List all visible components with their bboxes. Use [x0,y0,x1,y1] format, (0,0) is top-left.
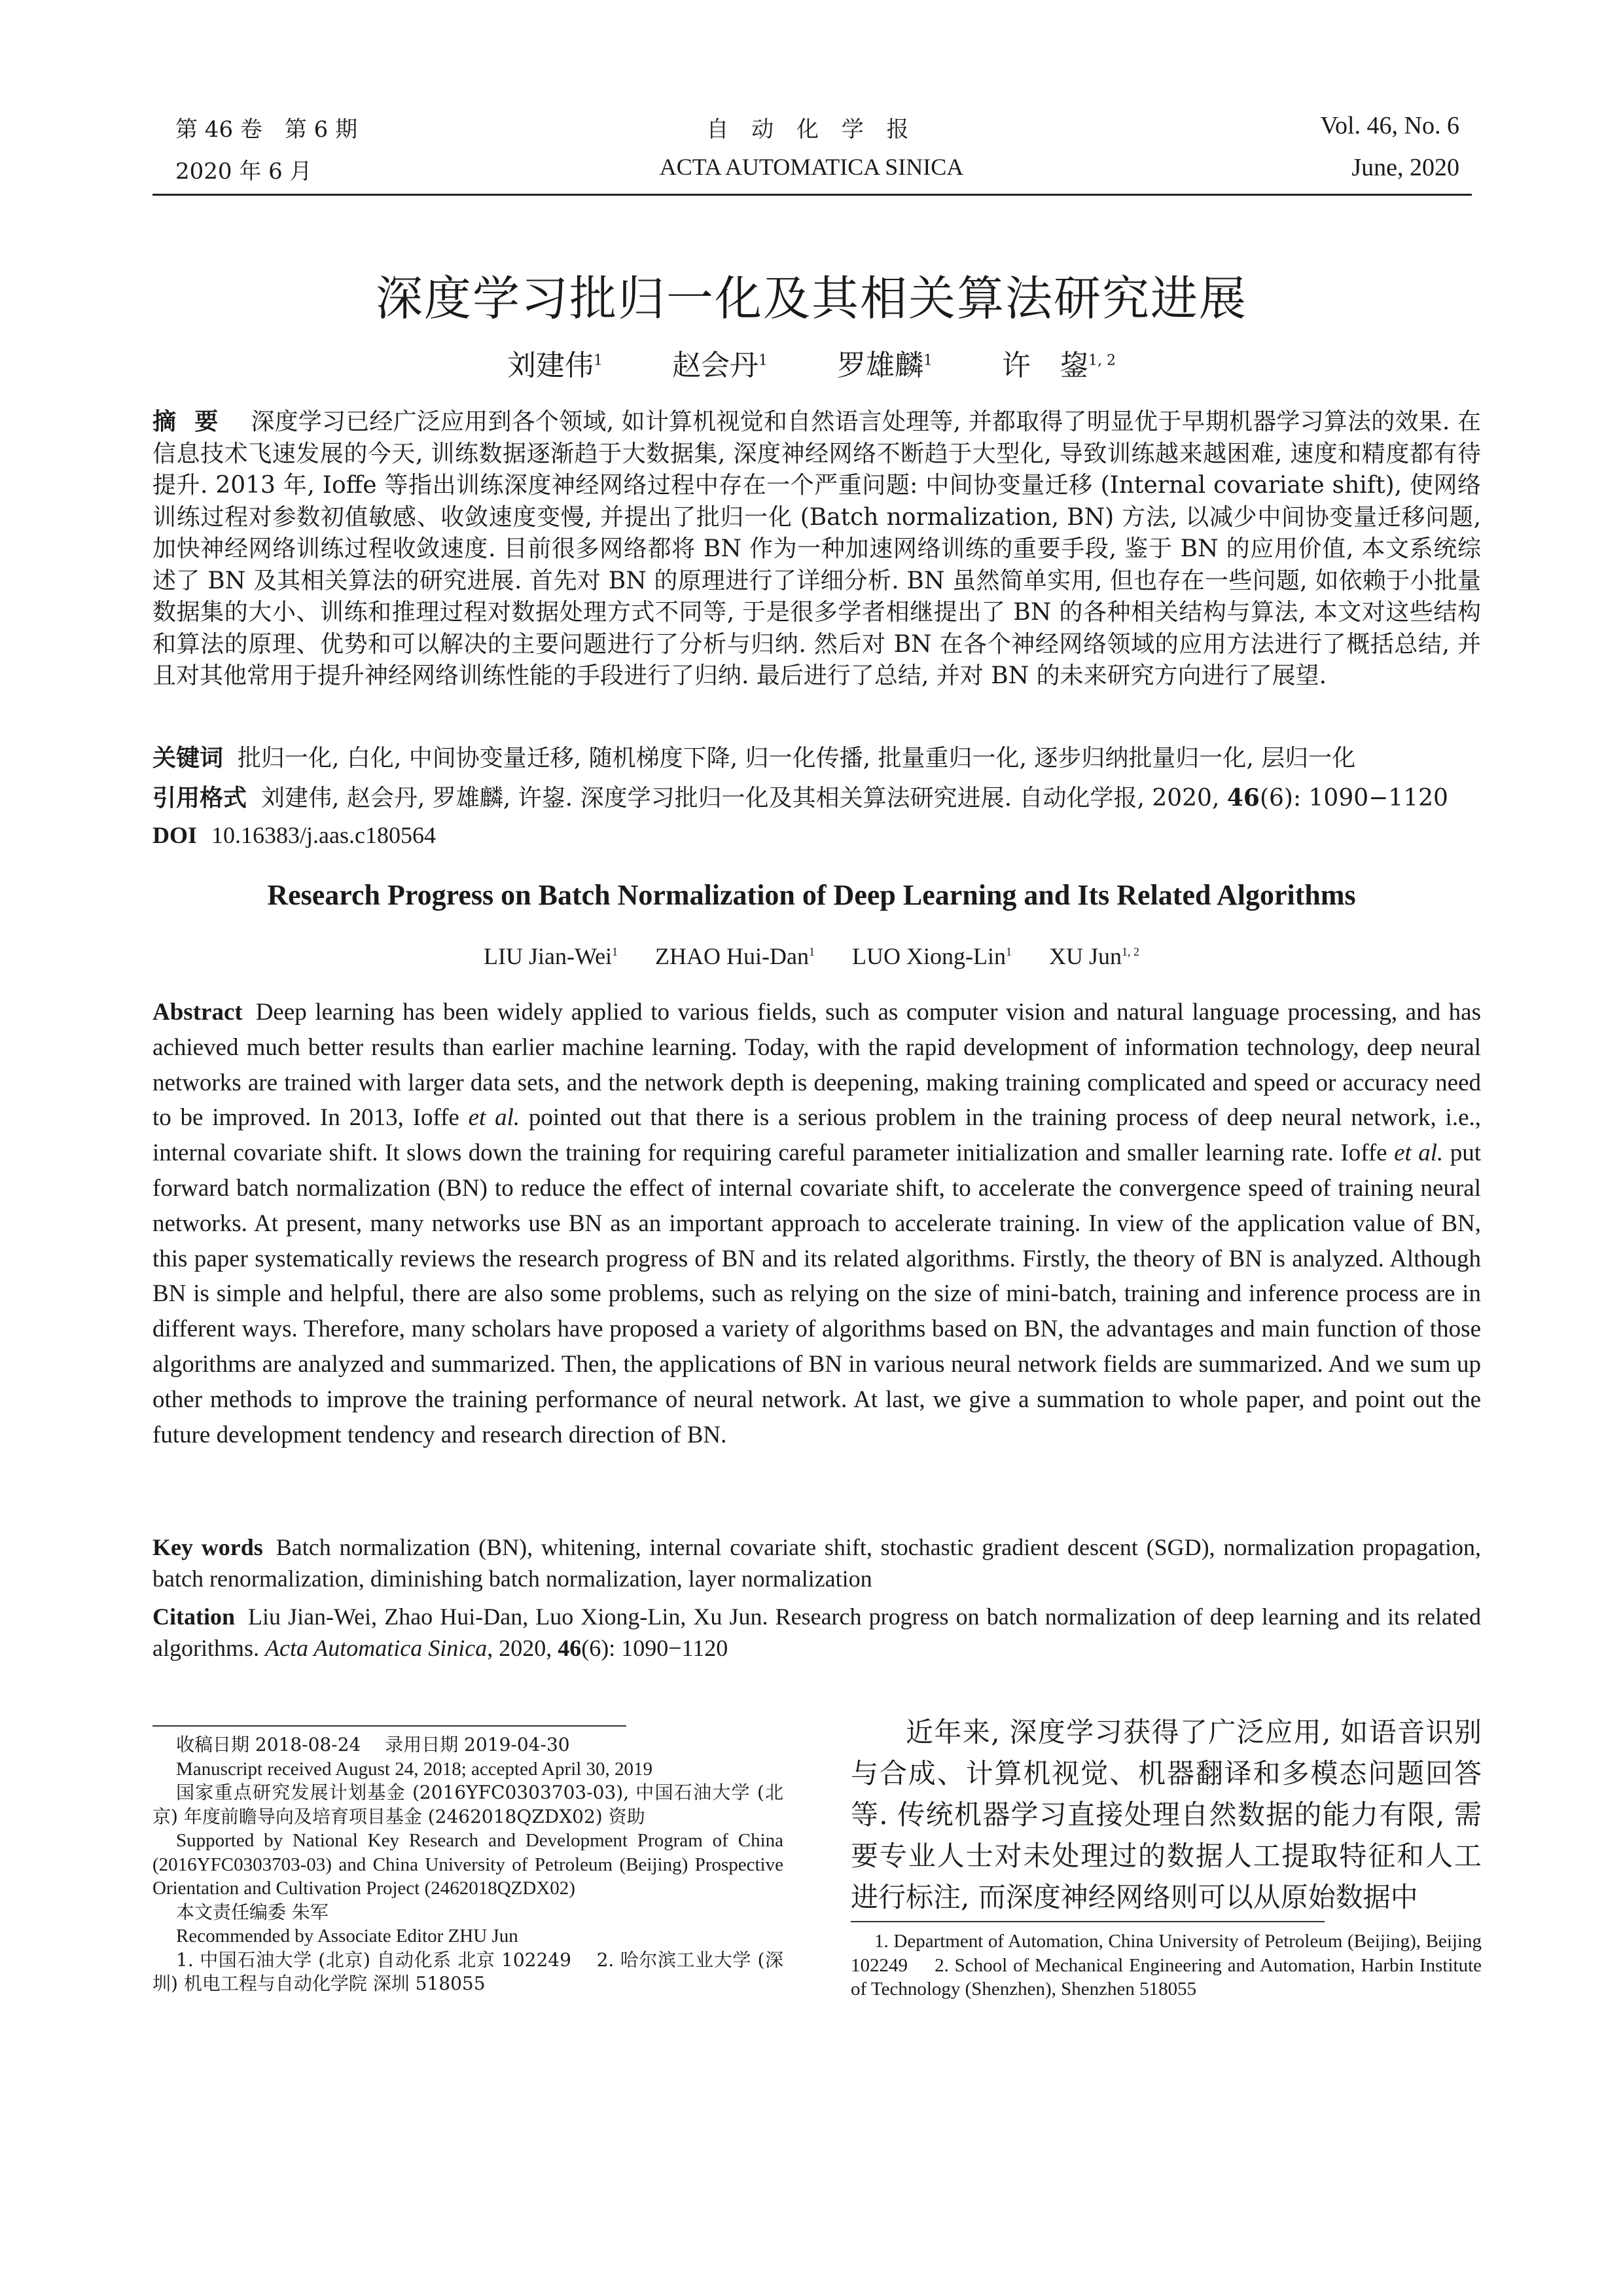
footnotes-left [152,1733,783,1996]
header-journal-cn: 自 动 化 学 报 [706,117,917,143]
keywords-en-label: Key words [152,1534,263,1560]
abstract-cn-label: 摘要 [152,408,237,435]
abstract-cn-text: 深度学习已经广泛应用到各个领域, 如计算机视觉和自然语言处理等, 并都取得了明显优于早期机器学习算法的效果. 在信息技术飞速发展的今天, 训练数据逐渐趋于大数据集, 深度神经网络不断趋于大型化, 导致训练越来越困难, 速度和精度都有待提升. 2013 年, Ioffe 等指出训练深度神经网络过程中存在一个严重问题: 中间协变量迁移 (Internal covariate shift), 使网络训练过程对参数初值敏感、收敛速度变慢, 并提出了批归一化 (Batch normalization, BN) 方法, 以减少中间协变量迁移问题, 加快神经网络训练过程收敛速度. 目前很多网络都将 BN 作为一种加速网络训练的重要手段, 鉴于 BN 的应用价值, 本文系统综述了 BN 及其相关算法的研究进展. 首先对 BN 的原理进行了详细分析. BN 虽然简单实用, 但也存在一些问题, 如依赖于小批量数据集的大小、训练和推理过程对数据处理方式不同等, 于是很多学者相继提出了 BN 的各种相关结构与算法, 本文对这些结构和算法的原理、优势和可以解决的主要问题进行了分析与归纳. 然后对 BN 在各个神经网络领域的应用方法进行了概括总结, 并且对其他常用于提升神经网络训练性能的手段进行了归纳. 最后进行了总结, 并对 BN 的未来研究方向进行了展望. [152,408,1481,689]
body-intro-paragraph: 近年来, 深度学习获得了广泛应用, 如语音识别与合成、计算机视觉、机器翻译和多模态问题回答等. 传统机器学习直接处理自然数据的能力有限, 需要专业人士对未处理过的数据人工提取特征和人工进行标注, 而深度神经网络则可以从原始数据中 [851,1716,1482,1913]
header-date-en: June, 2020 [1351,154,1459,181]
author-en: XU Jun$^{1, 2}$ [1048,943,1139,969]
doi-label: DOI [152,822,198,848]
footnote-rule-left [152,1725,626,1727]
citation-en: Citation Liu Jian-Wei, Zhao Hui-Dan, Luo Xiong-Lin, Xu Jun. Research progress on batch normalization of deep learning and its related algorithms. Acta Automatica Sinica, 2020, 46(6): 1090−1120 [152,1604,1481,1661]
received-en: Manuscript received August 24, 2018; accepted April 30, 2019 [176,1758,653,1780]
citation-en-label: Citation [152,1604,235,1630]
header-date: 2020 年 6 月 [175,158,312,185]
author-en: ZHAO Hui-Dan$^1$ [655,943,815,969]
keywords-cn-label: 关键词 [152,745,224,772]
header-rule [152,194,1472,196]
paper-title-cn: 深度学习批归一化及其相关算法研究进展 [375,271,1247,326]
keywords-cn [152,743,1481,775]
author-cn: 刘建伟$^1$ [507,349,603,382]
header-journal-en: ACTA AUTOMATICA SINICA [659,154,964,180]
header-volume-issue: 第 46 卷 第 6 期 [175,117,358,143]
fund-en: Supported by National Key Research and Development Program of China (2016YFC0303703-03) and China University of Petroleum (Beijing) Prospective Orientation and Cultivation Project (2462018QZDX02) [152,1830,783,1899]
affiliation-en: 1. Department of Automation, China University of Petroleum (Beijing), Beijing 102249 2. School of Mechanical Engineering and Automation, Harbin Institute of Technology (Shenzhen), Shenzhen 518055 [851,1931,1482,2000]
footnote-rule-right [851,1921,1325,1922]
editor-en: Recommended by Associate Editor ZHU Jun [176,1926,518,1946]
citation-cn: 引用格式 刘建伟, 赵会丹, 罗雄麟, 许鋆. 深度学习批归一化及其相关算法研究进展. 自动化学报, 2020, 46(6): 1090−1120 [152,784,1448,812]
abstract-en-label: Abstract [152,999,243,1026]
author-cn: 罗雄麟$^1$ [837,349,933,382]
doi-line [152,819,1481,852]
authors-en [0,942,1623,970]
affiliation-cn: 1. 中国石油大学 (北京) 自动化系 北京 102249 2. 哈尔滨工业大学 (深圳) 机电工程与自动化学院 深圳 518055 [152,1948,783,1994]
author-cn: 赵会丹$^1$ [672,349,768,382]
doi-value[interactable]: 10.16383/j.aas.c180564 [211,822,436,848]
author-en: LUO Xiong-Lin$^1$ [852,943,1012,969]
abstract-en: Abstract Deep learning has been widely applied to various fields, such as computer vision and natural language processing, and has achieved much better results than earlier machine learning. Today, with the rapid development of information technology, deep neural networks are trained with larger data sets, and the network depth is deepening, making training complicated and speed or accuracy need to be improved. In 2013, Ioffe et al. pointed out that there is a serious problem in the training process of deep neural network, i.e., internal covariate shift. It slows down the training for requiring careful parameter initialization and smaller learning rate. Ioffe et al. put forward batch normalization (BN) to reduce the effect of internal covariate shift, to accelerate the convergence speed of training neural networks. At present, many networks use BN as an important approach to accelerate training. In view of the application value of BN, this paper systematically reviews the research progress of BN and its related algorithms. Firstly, the theory of BN is analyzed. Although BN is simple and helpful, there are also some problems, such as relying on the size of mini-batch, training and inference process are in different ways. Therefore, many scholars have proposed a variety of algorithms based on BN, the advantages and main function of those algorithms are analyzed and summarized. Then, the applications of BN in various neural network fields are summarized. And we sum up other methods to improve the training performance of neural network. At last, we give a summation to whole paper, and point out the future development tendency and research direction of BN. [152,999,1482,1448]
author-cn: 许 鋆$^{1, 2}$ [1002,349,1116,382]
header-volume-en: Vol. 46, No. 6 [1320,112,1459,139]
editor-cn: 本文责任编委 朱军 [176,1901,329,1923]
keywords-cn-text: 批归一化, 白化, 中间协变量迁移, 随机梯度下降, 归一化传播, 批量重归一化, 逐步归纳批量归一化, 层归一化 [238,745,1356,772]
authors-cn [0,342,1623,384]
keywords-en-text: Batch normalization (BN), whitening, internal covariate shift, stochastic gradient descent (SGD), normalization propagation, batch renormalization, diminishing batch normalization, layer normalization [152,1534,1481,1592]
fund-cn: 国家重点研究发展计划基金 (2016YFC0303703-03), 中国石油大学 (北京) 年度前瞻导向及培育项目基金 (2462018QZDX02) 资助 [152,1782,783,1827]
received-cn: 收稿日期 2018-08-24 录用日期 2019-04-30 [176,1734,570,1755]
citation-cn-label: 引用格式 [152,785,247,812]
abstract-cn [152,406,1481,692]
author-en: LIU Jian-Wei$^1$ [484,943,618,969]
paper-title-en: Research Progress on Batch Normalization of Deep Learning and Its Related Algorithms [267,879,1356,911]
keywords-en [152,1532,1481,1594]
